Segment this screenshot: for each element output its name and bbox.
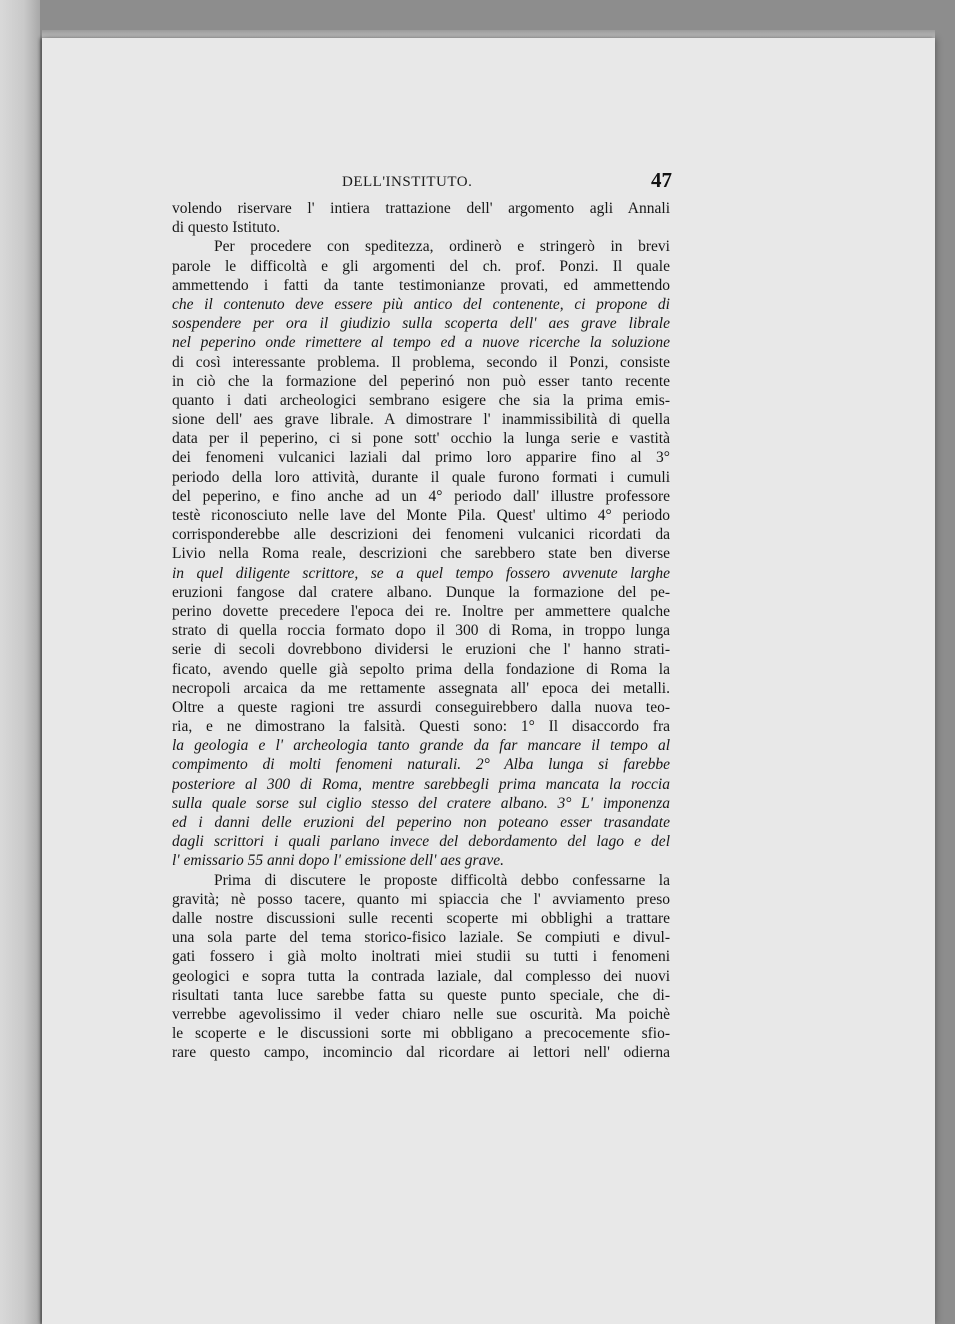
page-number: 47	[651, 168, 672, 192]
text-line: serie di secoli dovrebbono dividersi le eruzioni che l' hanno strati-	[172, 641, 670, 659]
text-line: corrisponderebbe alle descrizioni dei fenomeni vulcanici ricordati da	[172, 526, 670, 544]
text-line: in quel diligente scrittore, se a quel tempo fossero avvenute larghe	[172, 564, 670, 582]
text-line: le scoperte e le discussioni sorte mi obbligano a precocemente sfio-	[172, 1025, 670, 1043]
text-line: posteriore al 300 di Roma, mentre sarebbegli prima mancata la roccia	[172, 775, 670, 793]
text-line: nel peperino onde rimettere al tempo ed a nuove ricerche la soluzione	[172, 334, 670, 352]
text-line: risultati tanta luce sarebbe fatta su queste punto speciale, che di-	[172, 986, 670, 1004]
text-line: in ciò che la formazione del peperinó non può esser tanto recente	[172, 372, 670, 390]
text-line: sulla quale sorse sul ciglio stesso del cratere albano. 3° L' imponenza	[172, 794, 670, 812]
text-line: quanto i dati archeologici sembrano esigere che sia la prima emis-	[172, 391, 670, 409]
text-line: Livio nella Roma reale, descrizioni che sarebbero state ben diverse	[172, 545, 670, 563]
text-line: Per procedere con speditezza, ordinerò e stringerò in brevi	[214, 238, 670, 256]
text-line: testè riconosciuto nelle lave del Monte Pila. Quest' ultimo 4° periodo	[172, 507, 670, 524]
text-line: dalle nostre discussioni sulle recenti scoperte mi obblighi a trattare	[172, 909, 670, 927]
text-line: dagli scrittori i quali parlano invece del debordamento del lago e del	[172, 833, 670, 851]
text-line: Oltre a queste ragioni tre assurdi conseguirebbero dalla nuova teo-	[172, 698, 670, 716]
text-line: la geologia e l' archeologia tanto grande da far mancare il tempo al	[172, 737, 670, 755]
text-line: parole le difficoltà e gli argomenti del ch. prof. Ponzi. Il quale	[172, 257, 670, 275]
text-line: del peperino, e fino anche ad un 4° periodo dall' illustre professore	[172, 487, 670, 505]
text-line: verrebbe agevolissimo il veder chiaro nelle sue oscurità. Ma poichè	[172, 1005, 670, 1023]
text-line: di così interessante problema. Il problema, secondo il Ponzi, consiste	[172, 353, 670, 371]
text-line: sione dell' aes grave librale. A dimostrare l' inammissibilità di quella	[172, 411, 670, 429]
text-line: eruzioni fangose dal cratere albano. Dunque la formazione del pe-	[172, 583, 670, 601]
text-line: Prima di discutere le proposte difficoltà debbo confessarne la	[214, 871, 670, 889]
text-line: periodo della loro attività, durante il quale furono formati i cumuli	[172, 468, 670, 486]
text-line: data per il peperino, ci si pone sott' occhio la lunga serie e vastità	[172, 430, 670, 448]
text-line: l' emissario 55 anni dopo l' emissione dell' aes grave.	[172, 852, 504, 870]
left-page-edge	[0, 0, 40, 1324]
text-line: geologici e sopra tutta la contrada laziale, dal complesso dei nuovi	[172, 967, 670, 985]
text-line: ammettendo i fatti da tante testimonianze provati, ed ammettendo	[172, 276, 670, 294]
text-line: compimento di molti fenomeni naturali. 2° Alba lunga si farebbe	[172, 756, 670, 774]
page-header	[172, 168, 672, 194]
text-line: ficato, avendo quelle già sepolto prima della fondazione di Roma la	[172, 660, 670, 678]
text-line: di questo Istituto.	[172, 219, 281, 237]
running-head: DELL'INSTITUTO.	[342, 174, 473, 190]
text-line: gravità; nè posso tacere, quanto mi spiaccia che l' avviamento preso	[172, 890, 670, 908]
text-line: strato di quella roccia formato dopo il 300 di Roma, in troppo lunga	[172, 622, 670, 640]
text-line: necropoli arcaica da me rettamente assegnata all' epoca dei metalli.	[172, 679, 670, 697]
body-text	[172, 199, 670, 1062]
text-line: una sola parte del tema storico-fisico laziale. Se compiuti e divul-	[172, 929, 670, 947]
text-line: ed i danni delle eruzioni del peperino non poteano esser trasandate	[172, 814, 670, 831]
text-line: sospendere per ora il giudizio sulla scoperta dell' aes grave librale	[172, 315, 670, 333]
text-line: dei fenomeni vulcanici laziali dal primo loro apparire fino al 3°	[172, 449, 670, 467]
text-line: ria, e ne dimostrano la falsità. Questi sono: 1° Il disaccordo fra	[172, 718, 670, 736]
text-line: rare questo campo, incomincio dal ricordare ai lettori nell' odierna	[172, 1044, 670, 1062]
text-line: che il contenuto deve essere più antico del contenente, ci propone di	[172, 295, 670, 313]
text-line: volendo riservare l' intiera trattazione dell' argomento agli Annali	[172, 200, 670, 217]
text-line: perino dovette precedere l'epoca dei re. Inoltre per ammettere qualche	[172, 602, 670, 620]
text-line: gati fossero i già molto inoltrati miei studii su tutti i fenomeni	[172, 948, 670, 966]
